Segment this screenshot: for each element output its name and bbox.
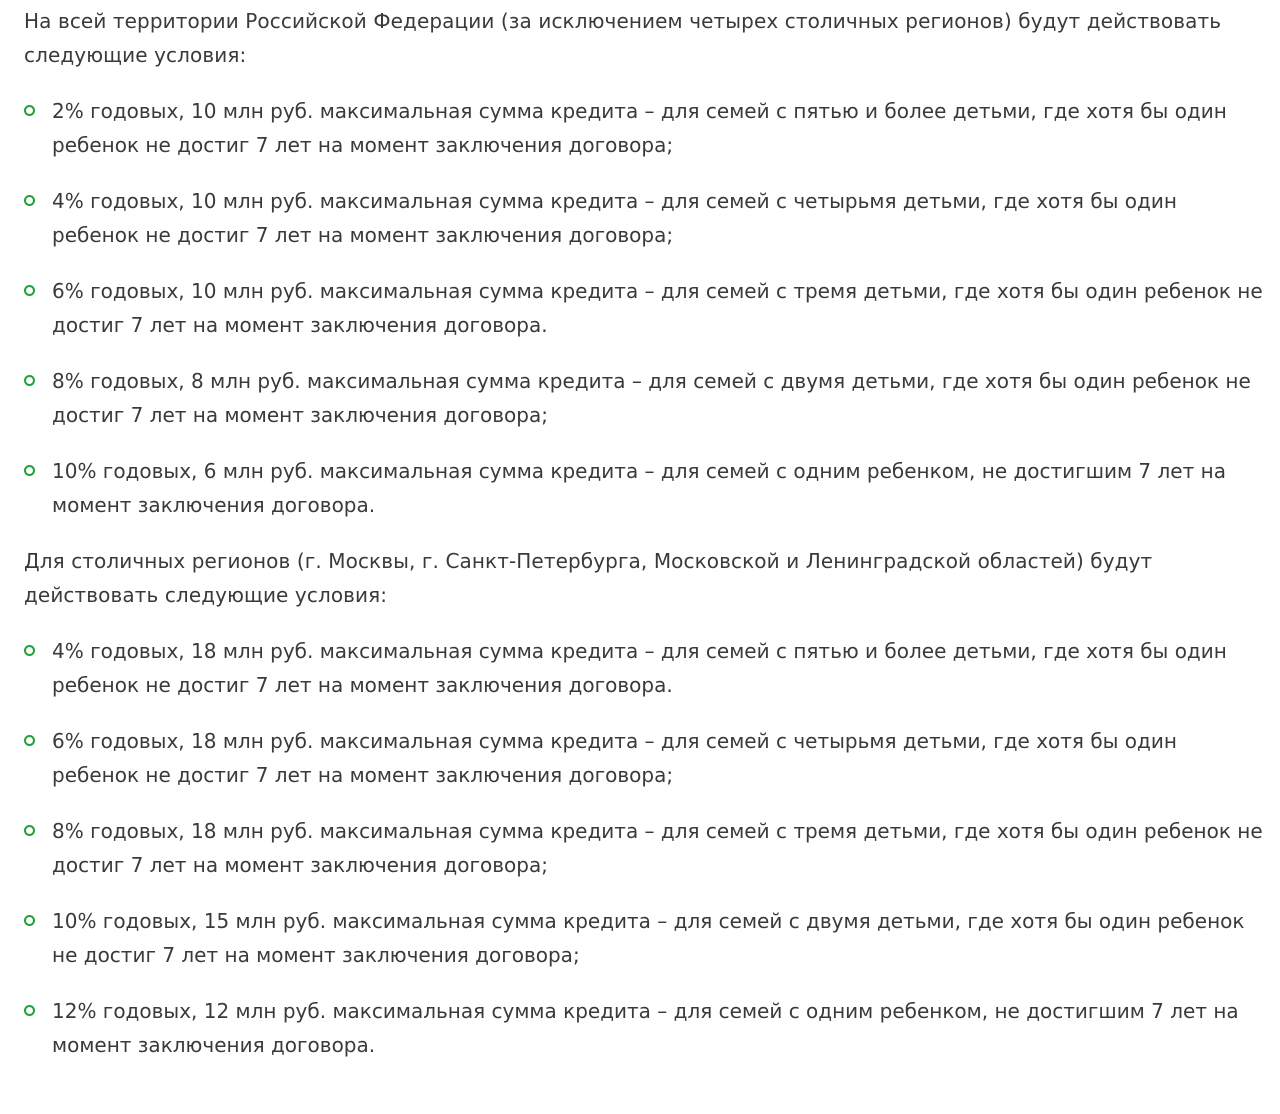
capital-conditions-list — [24, 634, 1268, 1062]
ring-bullet-icon — [24, 195, 35, 206]
ring-bullet-icon — [24, 465, 35, 476]
regions-intro-paragraph: На всей территории Российской Федерации (за исключением четырех столичных регионов) будут действовать следующие условия: — [24, 9, 1222, 67]
list-item — [24, 814, 1268, 882]
list-item — [24, 994, 1268, 1062]
list-item — [24, 904, 1268, 972]
list-item — [24, 94, 1268, 162]
list-item — [24, 274, 1268, 342]
list-item-text: 6% годовых, 10 млн руб. максимальная сумма кредита – для семей с тремя детьми, где хотя бы один ребенок не достиг 7 лет на момент заключения договора. — [52, 279, 1263, 337]
ring-bullet-icon — [24, 105, 35, 116]
ring-bullet-icon — [24, 1005, 35, 1016]
ring-bullet-icon — [24, 735, 35, 746]
ring-bullet-icon — [24, 825, 35, 836]
list-item-text: 10% годовых, 15 млн руб. максимальная сумма кредита – для семей с двумя детьми, где хотя бы один ребенок не достиг 7 лет на момент заключения договора; — [52, 909, 1245, 967]
regions-conditions-list — [24, 94, 1268, 522]
list-item-text: 2% годовых, 10 млн руб. максимальная сумма кредита – для семей с пятью и более детьми, где хотя бы один ребенок не достиг 7 лет на момент заключения договора; — [52, 99, 1227, 157]
list-item — [24, 454, 1268, 522]
list-item — [24, 364, 1268, 432]
ring-bullet-icon — [24, 645, 35, 656]
list-item-text: 4% годовых, 10 млн руб. максимальная сумма кредита – для семей с четырьмя детьми, где хотя бы один ребенок не достиг 7 лет на момент заключения договора; — [52, 189, 1177, 247]
list-item-text: 8% годовых, 18 млн руб. максимальная сумма кредита – для семей с тремя детьми, где хотя бы один ребенок не достиг 7 лет на момент заключения договора; — [52, 819, 1263, 877]
list-item — [24, 724, 1268, 792]
list-item-text: 10% годовых, 6 млн руб. максимальная сумма кредита – для семей с одним ребенком, не достигшим 7 лет на момент заключения договора. — [52, 459, 1226, 517]
list-item-text: 8% годовых, 8 млн руб. максимальная сумма кредита – для семей с двумя детьми, где хотя бы один ребенок не достиг 7 лет на момент заключения договора; — [52, 369, 1251, 427]
ring-bullet-icon — [24, 285, 35, 296]
list-item-text: 6% годовых, 18 млн руб. максимальная сумма кредита – для семей с четырьмя детьми, где хотя бы один ребенок не достиг 7 лет на момент заключения договора; — [52, 729, 1177, 787]
list-item — [24, 634, 1268, 702]
list-item-text: 4% годовых, 18 млн руб. максимальная сумма кредита – для семей с пятью и более детьми, где хотя бы один ребенок не достиг 7 лет на момент заключения договора. — [52, 639, 1227, 697]
capital-intro-paragraph: Для столичных регионов (г. Москвы, г. Санкт-Петербурга, Московской и Ленинградской областей) будут действовать следующие условия: — [24, 549, 1153, 607]
list-item-text: 12% годовых, 12 млн руб. максимальная сумма кредита – для семей с одним ребенком, не достигшим 7 лет на момент заключения договора. — [52, 999, 1239, 1057]
ring-bullet-icon — [24, 375, 35, 386]
list-item — [24, 184, 1268, 252]
ring-bullet-icon — [24, 915, 35, 926]
